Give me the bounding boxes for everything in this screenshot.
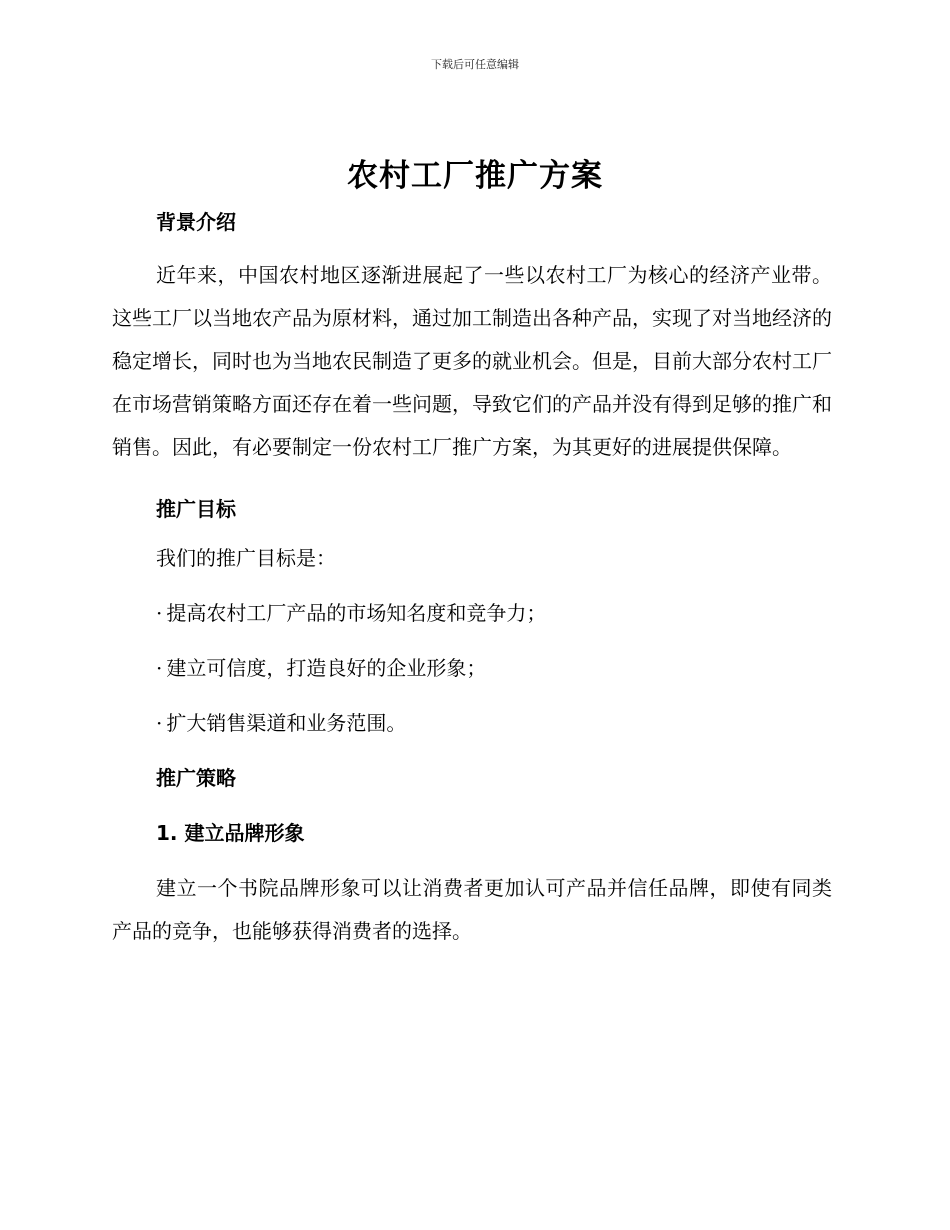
document-body bbox=[112, 200, 832, 953]
goal-item-text: 建立可信度，打造良好的企业形象； bbox=[166, 656, 487, 680]
goal-item bbox=[112, 641, 832, 696]
section-heading-background: 背景介绍 bbox=[156, 210, 236, 234]
goal-item bbox=[112, 586, 832, 641]
strategy-subheading: 1. 建立品牌形象 bbox=[156, 821, 305, 845]
strategy-paragraph: 建立一个书院品牌形象可以让消费者更加认可产品并信任品牌，即使有同类产品的竞争，也能够获得消费者的选择。 bbox=[112, 876, 832, 943]
document-title: 农村工厂推广方案 bbox=[347, 158, 603, 194]
section-heading-goals: 推广目标 bbox=[156, 497, 236, 521]
background-paragraph: 近年来，中国农村地区逐渐进展起了一些以农村工厂为核心的经济产业带。这些工厂以当地农产品为原材料，通过加工制造出各种产品，实现了对当地经济的稳定增长，同时也为当地农民制造了更多的就业机会。但是，目前大部分农村工厂在市场营销策略方面还存在着一些问题，导致它们的产品并没有得到足够的推广和销售。因此，有必要制定一份农村工厂推广方案，为其更好的进展提供保障。 bbox=[112, 263, 832, 459]
section-heading-strategy: 推广策略 bbox=[156, 766, 236, 790]
goals-intro: 我们的推广目标是： bbox=[156, 546, 336, 570]
bullet-icon: · bbox=[156, 711, 163, 735]
bullet-icon: · bbox=[156, 601, 163, 625]
bullet-icon: · bbox=[156, 656, 163, 680]
goal-item-text: 提高农村工厂产品的市场知名度和竞争力； bbox=[166, 601, 547, 625]
goal-item bbox=[112, 696, 832, 751]
goal-item-text: 扩大销售渠道和业务范围。 bbox=[166, 711, 407, 735]
page-header-note: 下载后可任意编辑 bbox=[431, 58, 519, 71]
